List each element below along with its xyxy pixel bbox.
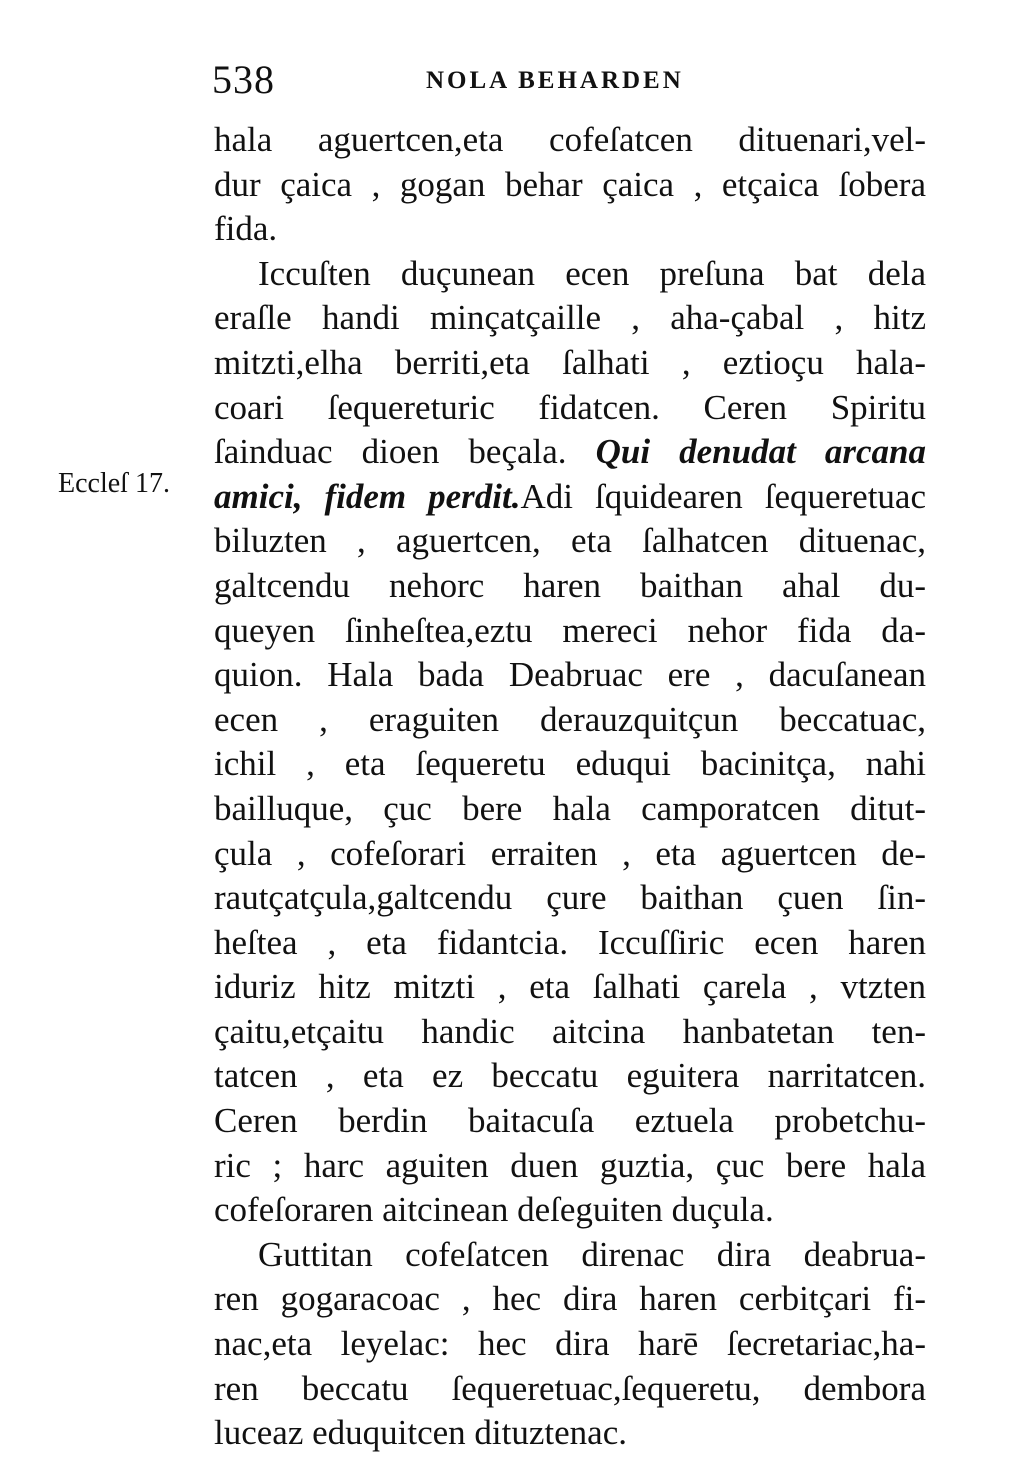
text-line: heſtea , eta fidantcia. Iccuſſiric ecen haren	[214, 922, 926, 962]
text-line-with-quote	[214, 475, 926, 520]
text-line: cofeſoraren aitcinean deſeguiten duçula.	[214, 1190, 774, 1230]
latin-quote: Qui denudat arcana	[595, 432, 926, 472]
text-segment: Adi ſquidearen ſequeretuac	[520, 476, 926, 516]
text-line: hala aguertcen,eta cofeſatcen dituenari,vel-	[214, 120, 926, 159]
text-line: ren gogaracoac , hec dira haren cerbitçari fi-	[214, 1279, 926, 1319]
text-line: coari ſequereturic fidatcen. Ceren Spiritu	[214, 387, 926, 427]
text-line: queyen ſinheſtea,eztu mereci nehor fida da-	[214, 610, 926, 650]
text-line-with-quote	[214, 430, 926, 475]
text-line: nac,eta leyelac: hec dira harē ſecretariac,ha-	[214, 1324, 926, 1364]
text-segment: ſainduac dioen beçala.	[214, 432, 567, 472]
text-line: fida.	[214, 209, 278, 249]
text-line: çaitu,etçaitu handic aitcina hanbatetan ten-	[214, 1011, 926, 1051]
page-header	[212, 58, 932, 102]
text-line: Guttitan cofeſatcen direnac dira deabrua-	[258, 1234, 926, 1274]
text-line: quion. Hala bada Deabruac ere , dacuſanean	[214, 655, 926, 695]
latin-quote: amici, fidem perdit.	[214, 476, 521, 516]
text-line: tatcen , eta ez beccatu eguitera narritatcen.	[214, 1056, 926, 1096]
text-line: dur çaica , gogan behar çaica , etçaica ſobera	[214, 164, 926, 204]
margin-note: Eccleſ 17.	[58, 468, 170, 499]
text-line: ichil , eta ſequeretu eduqui bacinitça, nahi	[214, 744, 926, 784]
text-line: mitzti,elha berriti,eta ſalhati , eztioçu hala-	[214, 342, 926, 382]
text-line: eraſle handi minçatçaille , aha-çabal , hitz	[214, 298, 926, 338]
text-line: Iccuſten duçunean ecen preſuna bat dela	[258, 253, 926, 293]
running-head: NOLA BEHARDEN	[426, 67, 684, 94]
text-line: luceaz eduquitcen dituztenac.	[214, 1413, 627, 1453]
text-line: ric ; harc aguiten duen guztia, çuc bere hala	[214, 1145, 926, 1185]
text-line: rautçatçula,galtcendu çure baithan çuen ſin-	[214, 878, 926, 918]
body-text	[214, 118, 926, 1456]
text-line: iduriz hitz mitzti , eta ſalhati çarela , vtzten	[214, 967, 926, 1007]
page-number: 538	[212, 57, 275, 102]
text-line: galtcendu nehorc haren baithan ahal du-	[214, 565, 926, 605]
text-line: bailluque, çuc bere hala camporatcen ditut-	[214, 788, 926, 828]
text-line: çula , cofeſorari erraiten , eta aguertcen de-	[214, 833, 926, 873]
text-line: ecen , eraguiten derauzquitçun beccatuac,	[214, 699, 926, 739]
text-line: biluzten , aguertcen, eta ſalhatcen dituenac,	[214, 521, 926, 561]
text-line: ren beccatu ſequeretuac,ſequeretu, dembora	[214, 1368, 926, 1408]
text-line: Ceren berdin baitacuſa eztuela probetchu-	[214, 1101, 926, 1141]
